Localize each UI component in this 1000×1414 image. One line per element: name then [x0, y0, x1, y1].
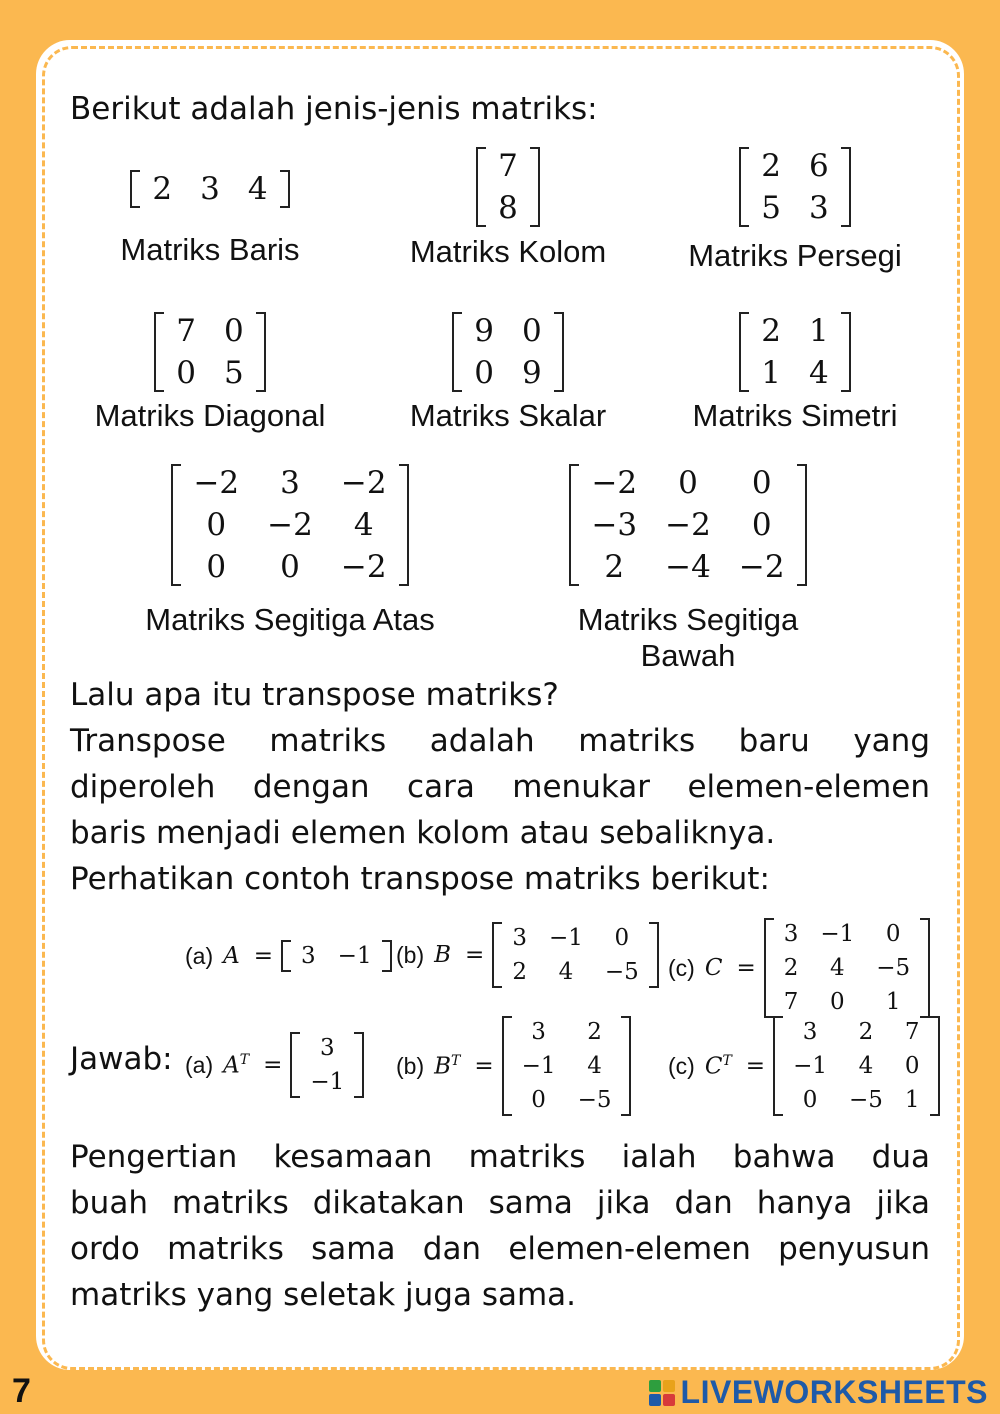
brand-logo[interactable]	[649, 1374, 988, 1411]
matrix-type-label: Matriks Diagonal	[94, 398, 326, 433]
matrix-cell: 4	[247, 171, 268, 207]
matrix-cell: −2	[267, 507, 313, 543]
matrix-cell: 1	[885, 989, 901, 1015]
matrix-cell: 0	[751, 507, 772, 543]
brand-text: LIVEWORKSHEETS	[680, 1374, 988, 1410]
matrix-bracket	[452, 310, 563, 394]
transpose-equation: (a) A = 3 −1	[185, 938, 392, 974]
matrix-cell: 1	[761, 355, 781, 391]
matrix-example	[645, 145, 945, 229]
matrix-cell: 0	[678, 465, 698, 501]
equation-label: (b)	[396, 1052, 425, 1079]
matrix-cell: 0	[802, 1087, 818, 1113]
matrix-cell: −2	[340, 549, 387, 585]
matrix-cell: 3	[200, 171, 220, 207]
matrix-cell: 4	[829, 955, 845, 981]
matrix-cell: −3	[591, 507, 638, 543]
matrix-cell: 7	[498, 148, 518, 184]
matrix-type-label: Matriks Simetri	[692, 398, 898, 433]
matrix-type-label: Matriks Segitiga Atas	[145, 602, 435, 637]
matrix-name: B	[434, 942, 452, 968]
transpose-equation: (b) $B^T$ = 3 2 −1 4 0 −5	[396, 1014, 631, 1118]
matrix-cell: −1	[548, 925, 583, 951]
transpose-equation: (c) C = 3 −1 0 2 4 −5 7 0 1	[668, 916, 930, 1020]
matrix-cell: 3	[809, 190, 829, 226]
matrix-cell: 0	[904, 1053, 920, 1079]
matrix-cell: 4	[558, 959, 574, 985]
matrix-type-label: Matriks Skalar	[409, 398, 607, 433]
equation-label: (c)	[668, 954, 695, 981]
matrix-cell: 0	[280, 549, 300, 585]
matrix-cell: 3	[512, 925, 527, 951]
transpose-equation: (b) B = 3 −1 0 2 4 −5	[396, 920, 659, 990]
matrix-cell: −4	[665, 549, 711, 585]
matrix-cell: −5	[876, 955, 911, 981]
matrix-cell: 2	[783, 955, 799, 981]
matrix-cell: 7	[176, 313, 196, 349]
matrix-cell: 2	[761, 148, 781, 184]
matrix-name: $B^T$	[434, 1052, 461, 1080]
matrix-cell: −1	[521, 1053, 556, 1079]
matrix-cell: 6	[809, 148, 829, 184]
matrix-cell: 3	[301, 943, 316, 969]
matrix-cell: 2	[152, 171, 173, 207]
equation-label: (a)	[185, 942, 214, 969]
matrix-cell: 2	[858, 1019, 874, 1045]
matrix-bracket	[764, 916, 930, 1020]
matrix-cell: 3	[802, 1019, 818, 1045]
matrix-cell: 3	[783, 921, 799, 947]
matrix-cell: 4	[353, 507, 374, 543]
definition-line-1: Transpose matriks adalah matriks baru yang	[70, 723, 930, 759]
matrix-cell: 5	[224, 355, 244, 391]
matrix-cell: −1	[793, 1053, 827, 1079]
matrix-cell: 1	[809, 313, 829, 349]
equation-label: (a)	[185, 1051, 214, 1078]
matrix-type-label: Matriks Persegi	[688, 238, 902, 273]
matrix-bracket	[171, 462, 408, 588]
matrix-cell: 4	[809, 355, 829, 391]
matrix-cell: −5	[577, 1087, 612, 1113]
matrix-cell: −5	[604, 959, 639, 985]
matrix-cell: −1	[310, 1069, 345, 1095]
matrix-bracket	[569, 462, 806, 588]
matrix-example	[140, 462, 440, 588]
definition-line-2: diperoleh dengan cara menukar elemen-elemen	[70, 769, 930, 805]
matrix-cell: −1	[337, 943, 372, 969]
matrix-cell: 0	[531, 1087, 546, 1113]
matrix-bracket	[773, 1014, 939, 1118]
matrix-cell: 9	[474, 313, 494, 349]
matrix-cell: 3	[320, 1035, 335, 1061]
matrix-cell: 2	[587, 1019, 602, 1045]
matrix-cell: −2	[591, 465, 638, 501]
equality-line-2: buah matriks dikatakan sama jika dan hanya jika	[70, 1185, 930, 1221]
transpose-question: Lalu apa itu transpose matriks?	[70, 677, 559, 713]
matrix-cell: −2	[665, 507, 711, 543]
matrix-cell: 0	[751, 465, 772, 501]
matrix-cell: −1	[820, 921, 855, 947]
matrix-cell: 3	[280, 465, 300, 501]
matrix-cell: 7	[904, 1019, 920, 1045]
intro-text: Berikut adalah jenis-jenis matriks:	[70, 91, 598, 127]
matrix-cell: −2	[738, 549, 785, 585]
transpose-equation: (a) $A^T$ = 3 −1	[185, 1030, 364, 1100]
matrix-cell: 2	[512, 959, 527, 985]
matrix-name: $A^T$	[223, 1051, 250, 1079]
matrix-cell: −2	[193, 465, 240, 501]
page-number: 7	[12, 1372, 31, 1410]
matrix-name: A	[223, 943, 240, 969]
matrix-cell: 0	[206, 507, 227, 543]
matrix-cell: 0	[474, 355, 494, 391]
equality-line-3: ordo matriks sama dan elemen-elemen penyusun	[70, 1231, 930, 1267]
definition-line-3: baris menjadi elemen kolom atau sebaliknya.	[70, 815, 776, 851]
matrix-example	[358, 145, 658, 229]
matrix-cell: 0	[176, 355, 196, 391]
matrix-type-label: Matriks Kolom	[409, 234, 607, 269]
matrix-bracket	[739, 310, 850, 394]
matrix-name: C	[704, 955, 723, 981]
matrix-cell: 0	[206, 549, 227, 585]
equality-line-1: Pengertian kesamaan matriks ialah bahwa dua	[70, 1139, 930, 1175]
matrix-cell: 9	[522, 355, 542, 391]
matrix-example	[645, 310, 945, 394]
matrix-cell: 1	[904, 1087, 920, 1113]
matrix-example	[60, 310, 360, 394]
matrix-name: $C^T$	[704, 1052, 732, 1080]
matrix-cell: 3	[531, 1019, 546, 1045]
matrix-bracket	[281, 938, 392, 974]
matrix-cell: 4	[587, 1053, 602, 1079]
liveworksheets-icon	[649, 1380, 675, 1406]
matrix-cell: 0	[829, 989, 845, 1015]
matrix-example	[60, 168, 360, 210]
transpose-equation: (c) $C^T$ = 3 2 7 −1 4 0 0 −5 1	[668, 1014, 940, 1118]
matrix-type-label: Matriks Baris	[120, 232, 300, 267]
matrix-bracket	[492, 920, 658, 990]
example-intro: Perhatikan contoh transpose matriks berikut:	[70, 861, 770, 897]
matrix-cell: 0	[885, 921, 901, 947]
matrix-cell: −5	[848, 1087, 883, 1113]
matrix-example	[358, 310, 658, 394]
matrix-cell: 5	[761, 190, 781, 226]
matrix-cell: 2	[761, 313, 781, 349]
matrix-cell: 8	[498, 190, 518, 226]
matrix-cell: 0	[522, 313, 542, 349]
matrix-bracket	[739, 145, 850, 229]
equation-label: (b)	[396, 941, 425, 968]
matrix-cell: 0	[614, 925, 630, 951]
matrix-bracket	[502, 1014, 632, 1118]
equation-label: (c)	[668, 1052, 695, 1079]
matrix-bracket	[130, 168, 289, 210]
matrix-type-label: Matriks Segitiga Bawah	[577, 602, 799, 673]
matrix-bracket	[476, 145, 540, 229]
matrix-cell: 2	[604, 549, 625, 585]
matrix-cell: −2	[340, 465, 387, 501]
matrix-cell: 7	[783, 989, 799, 1015]
matrix-cell: 0	[224, 313, 244, 349]
answer-label: Jawab:	[70, 1041, 173, 1077]
matrix-bracket	[290, 1030, 364, 1100]
matrix-bracket	[154, 310, 265, 394]
equality-line-4: matriks yang seletak juga sama.	[70, 1277, 577, 1313]
matrix-example	[538, 462, 838, 588]
matrix-cell: 4	[858, 1053, 874, 1079]
